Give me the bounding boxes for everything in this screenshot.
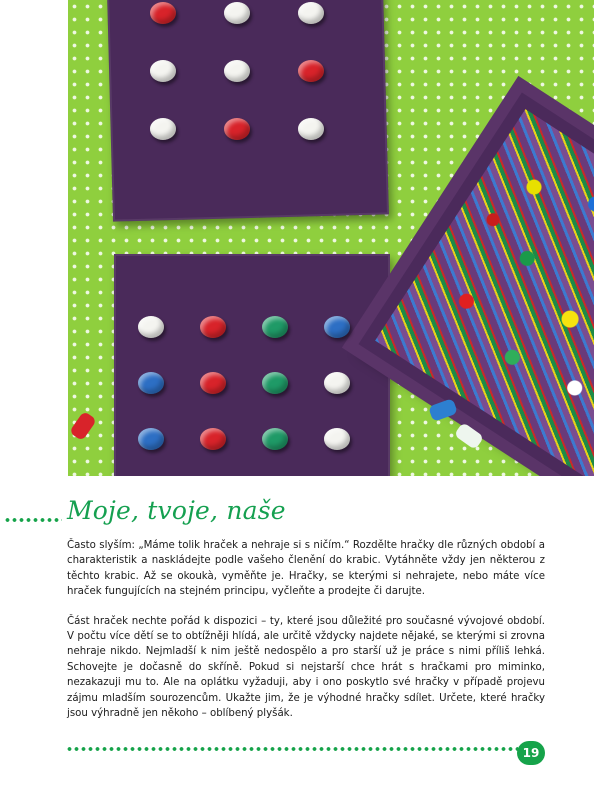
white-push-pin (224, 60, 250, 82)
blue-push-pin (138, 372, 164, 394)
white-push-pin (150, 118, 176, 140)
heading-dotted-line (4, 518, 62, 522)
purple-box-top (107, 0, 389, 222)
section-heading: Moje, tvoje, naše (67, 496, 286, 525)
loose-blue-push-pin (428, 398, 458, 422)
page-number: 19 (517, 741, 545, 765)
red-push-pin (200, 372, 226, 394)
loose-red-push-pin (69, 411, 97, 441)
red-push-pin (224, 118, 250, 140)
paragraph-1: Často slyším: „Máme tolik hraček a nehraje si s ničím.“ Rozdělte hračky dle různých období a charakteristik a naskládejte podle vašeho členění do krabic. Vytáhněte vždy jen některou z těchto krabic. Až se okoukà, vyměňte je. Hračky, se kterými si nehrajete, nebo máte více hraček fungujících na stejném principu, vyčleňte a prodejte či darujte. (67, 540, 545, 598)
paragraph-2: Část hraček nechte pořád k dispozici – ty, které jsou důležité pro současné vývojové období. V počtu více dětí se to obtížněji hlídá, ale určitě vždycky najdete nějaké, se kterými si zrovna nehraje nikdo. Nejmladší k nim ještě nedospělo a pro starší už je práce s nimi příliš lehká. Schovejte je dočasně do skříně. Pokud si nejstarší chce hrát s hračkami pro miminko, nezakazuji mu to. Ale na oplátku vyžaduji, aby i ono poskytlo své hračky v případě projevu zájmu mladším sourozencům. Ukažte jim, že je výhodné hračky sdílet. Určete, které hračky jsou výhradně jen někoho – oblíbený plyšák. (67, 615, 545, 720)
footer-dotted-line (66, 747, 518, 751)
white-push-pin (324, 428, 350, 450)
green-push-pin (262, 428, 288, 450)
red-push-pin (298, 60, 324, 82)
white-push-pin (138, 316, 164, 338)
green-push-pin (262, 316, 288, 338)
white-push-pin (324, 372, 350, 394)
tray-of-push-pins (359, 93, 594, 476)
body-text (67, 538, 545, 735)
green-push-pin (262, 372, 288, 394)
white-push-pin (298, 2, 324, 24)
red-push-pin (150, 2, 176, 24)
blue-push-pin (324, 316, 350, 338)
white-push-pin (298, 118, 324, 140)
pile-of-push-pins (375, 109, 594, 476)
section-heading-row (0, 496, 594, 530)
red-push-pin (200, 316, 226, 338)
loose-white-push-pin (454, 422, 484, 450)
photo-push-pins (68, 0, 594, 476)
red-push-pin (200, 428, 226, 450)
white-push-pin (224, 2, 250, 24)
blue-push-pin (138, 428, 164, 450)
white-push-pin (150, 60, 176, 82)
